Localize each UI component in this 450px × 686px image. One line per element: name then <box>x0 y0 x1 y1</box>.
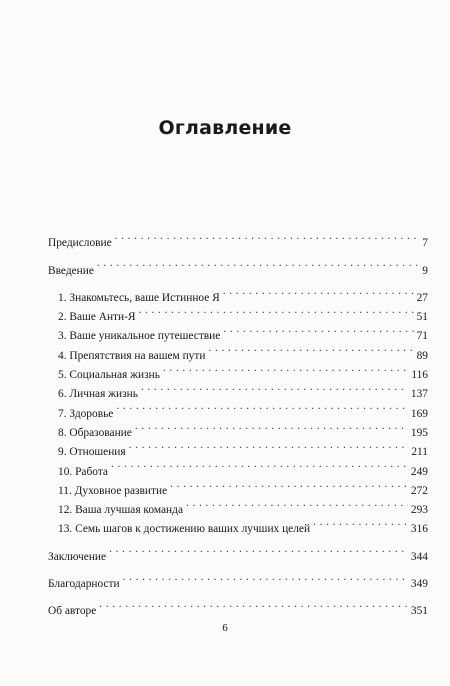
dot-leader <box>163 359 408 378</box>
toc-entry <box>48 568 428 591</box>
toc-entry <box>48 227 428 250</box>
toc-entry-label: Введение <box>48 264 94 277</box>
dot-leader <box>141 378 408 397</box>
toc-entry-page: 211 <box>411 446 428 459</box>
toc-entry-label: 9. Отношения <box>58 446 126 459</box>
toc-entry-label: Об авторе <box>48 605 97 618</box>
toc-entry-label: 12. Ваша лучшая команда <box>58 504 184 517</box>
toc-entry-label: 13. Семь шагов к достижению ваших лучших целей <box>58 523 311 536</box>
toc-entry-label: Предисловие <box>48 237 112 250</box>
toc-entry-label: 5. Социальная жизнь <box>58 369 160 382</box>
toc-entry <box>48 595 428 618</box>
toc-entry-label: 6. Личная жизнь <box>58 388 138 401</box>
dot-leader <box>186 494 408 513</box>
toc-entry-page: 71 <box>416 330 428 343</box>
toc-entry-label: 2. Ваше Анти-Я <box>58 311 136 324</box>
page-number: 6 <box>222 622 228 634</box>
toc-entry-page: 293 <box>410 504 428 517</box>
dot-leader <box>97 254 419 273</box>
toc-entry <box>48 254 428 277</box>
dot-leader <box>109 540 408 559</box>
toc-entry <box>48 282 428 304</box>
toc-entry-page: 169 <box>410 407 428 420</box>
toc-entry-page: 7 <box>422 237 428 250</box>
dot-leader <box>313 513 408 532</box>
dot-leader <box>129 436 409 455</box>
toc-entry-label: 4. Препятствия на вашем пути <box>58 349 206 362</box>
toc-entry-page: 137 <box>410 388 428 401</box>
dot-leader <box>111 455 408 474</box>
toc-entry-page: 249 <box>410 465 428 478</box>
toc-entry-label: 10. Работа <box>58 465 108 478</box>
toc-entry-label: 8. Образование <box>58 426 132 439</box>
toc-entry-page: 195 <box>410 426 428 439</box>
page-title: Оглавление <box>158 117 292 139</box>
dot-leader <box>223 282 414 301</box>
table-of-contents <box>48 227 428 618</box>
dot-leader <box>170 475 408 494</box>
dot-leader <box>135 417 408 436</box>
toc-entry-page: 272 <box>410 484 428 497</box>
dot-leader <box>123 568 408 587</box>
toc-entry-label: 7. Здоровье <box>58 407 114 420</box>
toc-entry-label: Благодарности <box>48 578 120 591</box>
toc-entry-label: 3. Ваше уникальное путешествие <box>58 330 221 343</box>
dot-leader <box>208 339 413 358</box>
toc-entry-label: Заключение <box>48 550 107 563</box>
toc-entry-page: 89 <box>416 349 428 362</box>
toc-entry-page: 27 <box>416 291 428 304</box>
toc-entry-page: 344 <box>410 550 428 563</box>
dot-leader <box>115 227 420 246</box>
dot-leader <box>139 301 414 320</box>
toc-entry-page: 349 <box>410 578 428 591</box>
toc-entry-page: 51 <box>416 311 428 324</box>
dot-leader <box>223 320 413 339</box>
toc-entry-page: 351 <box>410 605 428 618</box>
dot-leader <box>116 397 408 416</box>
toc-entry-page: 316 <box>410 523 428 536</box>
toc-entry <box>48 540 428 563</box>
toc-entry-label: 1. Знакомьтесь, ваше Истинное Я <box>58 291 220 304</box>
toc-entry-page: 116 <box>411 369 428 382</box>
dot-leader <box>99 595 408 614</box>
toc-entry-page: 9 <box>422 264 428 277</box>
toc-entry-label: 11. Духовное развитие <box>58 484 168 497</box>
